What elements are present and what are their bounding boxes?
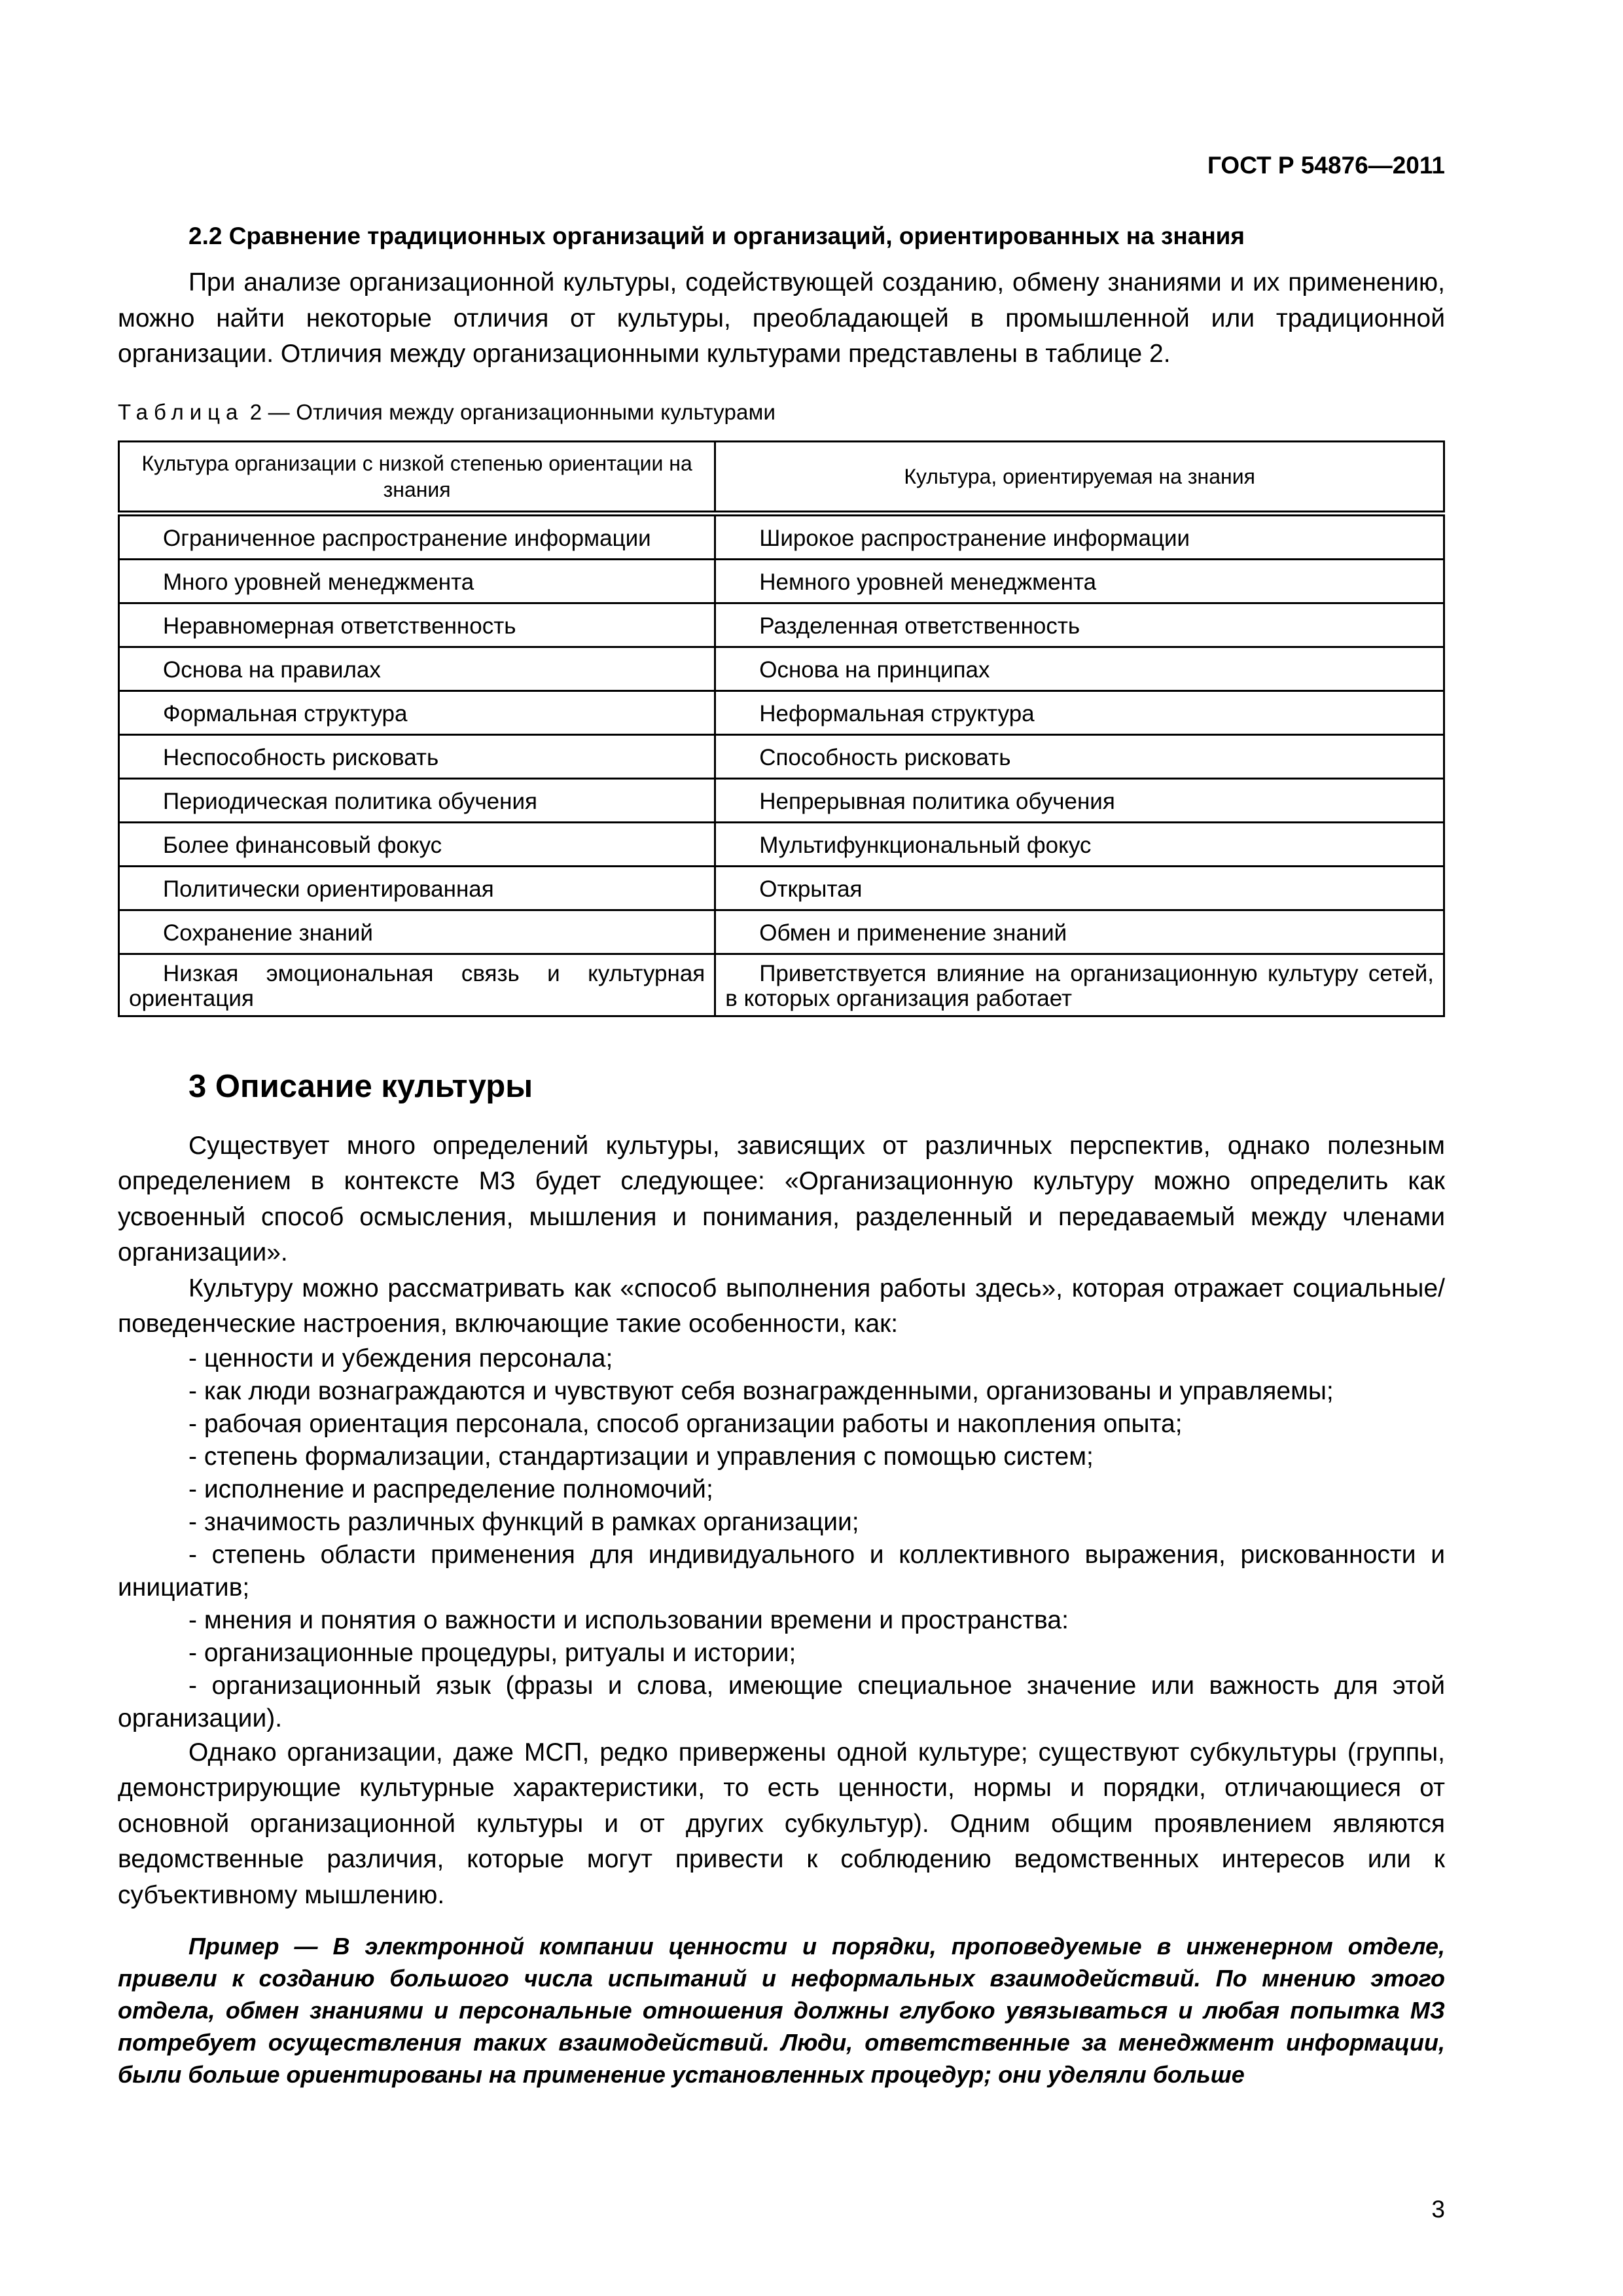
table-cell: [715, 603, 1444, 647]
table-row: [119, 647, 1444, 691]
table-cell: [119, 910, 715, 954]
list-item: - организационный язык (фразы и слова, имеющие специальное значение или важность для этой организации).: [118, 1671, 1445, 1732]
cell-text: Ограниченное распространение информации: [163, 525, 651, 551]
cell-text: Неспособность рисковать: [163, 744, 439, 770]
table-row: [119, 603, 1444, 647]
cell-text: Способность рисковать: [759, 744, 1011, 770]
table-cell: [715, 691, 1444, 734]
cell-text: Основа на принципах: [759, 656, 990, 683]
cell-text: Более финансовый фокус: [163, 832, 442, 858]
table-cell: [715, 734, 1444, 778]
section-2-2-paragraph: При анализе организационной культуры, содействующей созданию, обмену знаниями и их применению, можно найти некоторые отличия от культуры, преобладающей в промышленной или традиционной организации. Отличия между организационными культурами представлены в таблице 2.: [118, 268, 1445, 368]
table-header-row: [119, 441, 1444, 513]
table-row: [119, 691, 1444, 734]
table-cell: [715, 822, 1444, 866]
cell-text: Много уровней менеджмента: [163, 569, 474, 595]
document-id: ГОСТ Р 54876—2011: [1207, 152, 1445, 179]
list-item: - ценности и убеждения персонала;: [188, 1344, 613, 1372]
list-item: - степень области применения для индивидуального и коллективного выражения, рискованности и инициатив;: [118, 1540, 1445, 1602]
table-header-cell: Культура, ориентируемая на знания: [715, 441, 1444, 513]
table-cell: [715, 559, 1444, 603]
cell-text: Основа на правилах: [163, 656, 381, 683]
list-item: - степень формализации, стандартизации и управления с помощью систем;: [188, 1442, 1094, 1471]
table-row: [119, 822, 1444, 866]
section-3-title: 3 Описание культуры: [188, 1068, 533, 1104]
cell-text: Неравномерная ответственность: [163, 613, 516, 639]
list-item: - рабочая ориентация персонала, способ организации работы и накопления опыта;: [188, 1409, 1183, 1438]
table-row: [119, 513, 1444, 559]
table-cell: [119, 691, 715, 734]
table-cell: [715, 866, 1444, 910]
list-item: - исполнение и распределение полномочий;: [188, 1475, 713, 1503]
list-item: - мнения и понятия о важности и использовании времени и пространства:: [188, 1605, 1069, 1634]
table-row: [119, 734, 1444, 778]
table-row: [119, 778, 1444, 822]
cell-text: Сохранение знаний: [163, 920, 373, 946]
cell-text: Обмен и применение знаний: [759, 920, 1067, 946]
section-3-paragraph-2: Культуру можно рассматривать как «способ выполнения работы здесь», которая отражает социальные/поведенческие настроения, включающие такие особенности, как:: [118, 1274, 1445, 1338]
cell-text: Немного уровней менеджмента: [759, 569, 1097, 595]
table-cell: [119, 603, 715, 647]
table-cell: [119, 647, 715, 691]
cell-text: Широкое распространение информации: [759, 525, 1190, 551]
table-cell: [715, 910, 1444, 954]
example-note: Пример — В электронной компании ценности и порядки, проповедуемые в инженерном отделе, привели к созданию большого числа испытаний и неформальных взаимодействий. По мнению этого отдела, обмен знаниями и персональные отношения должны глубоко увязываться и любая попытка МЗ потребует осуществления таких взаимодействий. Люди, ответственные за менеджмент информации, были больше ориентированы на применение установленных процедур; они уделяли больше: [118, 1933, 1445, 2088]
table-cell: [715, 513, 1444, 559]
table-row: [119, 866, 1444, 910]
list-item: - как люди вознаграждаются и чувствуют себя вознагражденными, организованы и управляемы;: [188, 1376, 1334, 1405]
cell-text: Низкая эмоциональная связь и культурная ориентация: [129, 960, 705, 1011]
table-cell: [119, 778, 715, 822]
page-content: [118, 219, 1445, 2090]
table-cell: [715, 954, 1444, 1016]
table-cell: [119, 559, 715, 603]
table-cell: [119, 822, 715, 866]
cell-text: Открытая: [759, 876, 863, 902]
table-cell: [715, 778, 1444, 822]
table-caption-text: 2 — Отличия между организационными культурами: [249, 399, 776, 424]
section-2-2-title: 2.2 Сравнение традиционных организаций и организаций, ориентированных на знания: [188, 223, 1245, 249]
table-row: [119, 954, 1444, 1016]
cell-text: Политически ориентированная: [163, 876, 494, 902]
cell-text: Неформальная структура: [759, 700, 1035, 726]
table-row: [119, 910, 1444, 954]
table-caption-label: Таблица: [118, 399, 244, 424]
cell-text: Приветствуется влияние на организационную культуру сетей, в которых организация работает: [725, 960, 1434, 1011]
page-number: 3: [1431, 2196, 1445, 2223]
cell-text: Периодическая политика обучения: [163, 788, 537, 814]
table-cell: [119, 954, 715, 1016]
culture-features-list: [118, 1342, 1445, 1735]
table-row: [119, 559, 1444, 603]
culture-comparison-table: [118, 440, 1445, 1017]
table-caption: [118, 400, 1445, 425]
cell-text: Непрерывная политика обучения: [759, 788, 1115, 814]
section-3-paragraph-3: Однако организации, даже МСП, редко привержены одной культуре; существуют субкультуры (группы, демонстрирующие культурные характеристики, то есть ценности, нормы и порядки, отличающиеся от основной организационной культуры и от других субкультур). Одним общим проявлением являются ведомственные различия, которые могут привести к соблюдению ведомственных интересов или к субъективному мышлению.: [118, 1738, 1445, 1909]
table-header-cell: Культура организации с низкой степенью ориентации на знания: [119, 441, 715, 513]
table-cell: [119, 866, 715, 910]
table-cell: [119, 734, 715, 778]
table-cell: [119, 513, 715, 559]
table-cell: [715, 647, 1444, 691]
section-3-paragraph-1: Существует много определений культуры, зависящих от различных перспектив, однако полезным определением в контексте МЗ будет следующее: «Организационную культуру можно определить как усвоенный способ осмысления, мышления и понимания, разделенный и передаваемый между членами организации».: [118, 1131, 1445, 1266]
cell-text: Мультифункциональный фокус: [759, 832, 1092, 858]
cell-text: Формальная структура: [163, 700, 408, 726]
list-item: - организационные процедуры, ритуалы и истории;: [188, 1638, 796, 1667]
list-item: - значимость различных функций в рамках организации;: [188, 1507, 859, 1536]
cell-text: Разделенная ответственность: [759, 613, 1080, 639]
